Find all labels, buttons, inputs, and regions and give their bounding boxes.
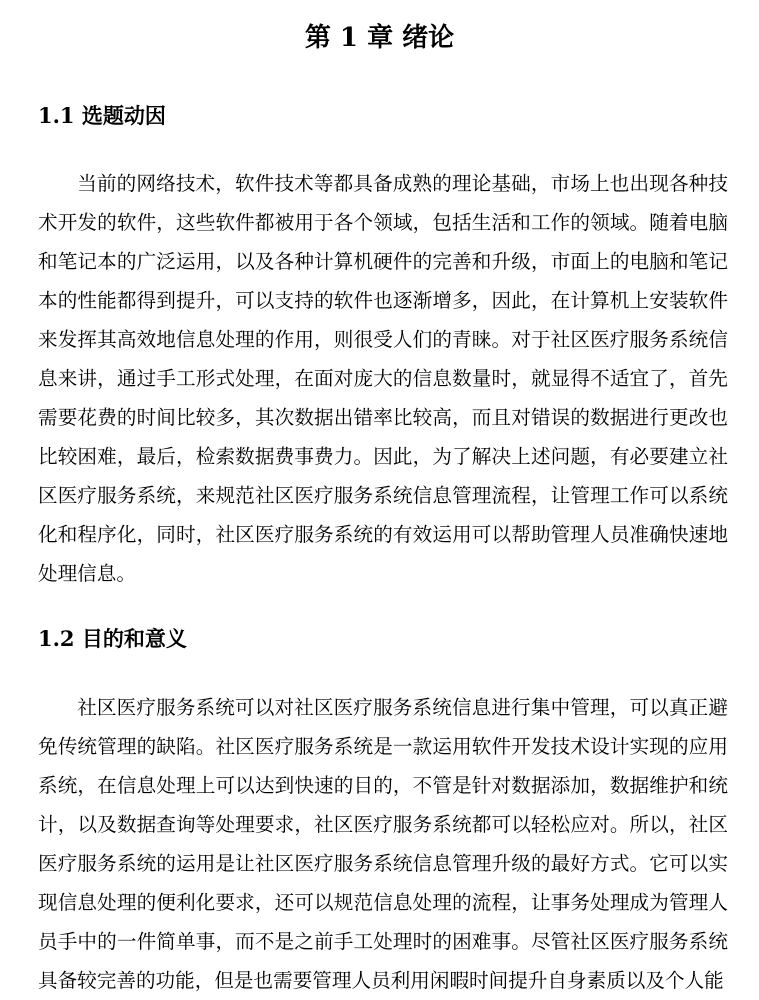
section-heading-1-1: 1.1 选题动因 [38,103,166,128]
chapter-title: 第 1 章 绪论 [304,23,455,53]
section-paragraph-1-2: 社区医疗服务系统可以对社区医疗服务系统信息进行集中管理，可以真正避免传统管理的缺陷。社区医疗服务系统是一款运用软件开发技术设计实现的应用系统，在信息处理上可以达到快速的目的，不管是针对数据添加，数据维护和统计，以及数据查询等处理要求，社区医疗服务系统都可以轻松应对。所以，社区医疗服务系统的运用是让社区医疗服务系统信息管理升级的最好方式。它可以实现信息处理的便利化要求，还可以规范信息处理的流程，让事务处理成为管理人员手中的一件简单事，而不是之前手工处理时的困难事。尽管社区医疗服务系统具备较完善的功能，但是也需要管理人员利用闲暇时间提升自身素质以及个人能 [38,696,728,992]
section-heading-1-2: 1.2 目的和意义 [38,626,187,651]
section-paragraph-1-1: 当前的网络技术，软件技术等都具备成熟的理论基础，市场上也出现各种技术开发的软件，这些软件都被用于各个领域，包括生活和工作的领域。随着电脑和笔记本的广泛运用，以及各种计算机硬件的完善和升级，市面上的电脑和笔记本的性能都得到提升，可以支持的软件也逐渐增多，因此，在计算机上安装软件来发挥其高效地信息处理的作用，则很受人们的青睐。对于社区医疗服务系统信息来讲，通过手工形式处理，在面对庞大的信息数量时，就显得不适宜了，首先需要花费的时间比较多，其次数据出错率比较高，而且对错误的数据进行更改也比较困难，最后，检索数据费事费力。因此，为了解决上述问题，有必要建立社区医疗服务系统，来规范社区医疗服务系统信息管理流程，让管理工作可以系统化和程序化，同时，社区医疗服务系统的有效运用可以帮助管理人员准确快速地处理信息。 [38,172,728,585]
